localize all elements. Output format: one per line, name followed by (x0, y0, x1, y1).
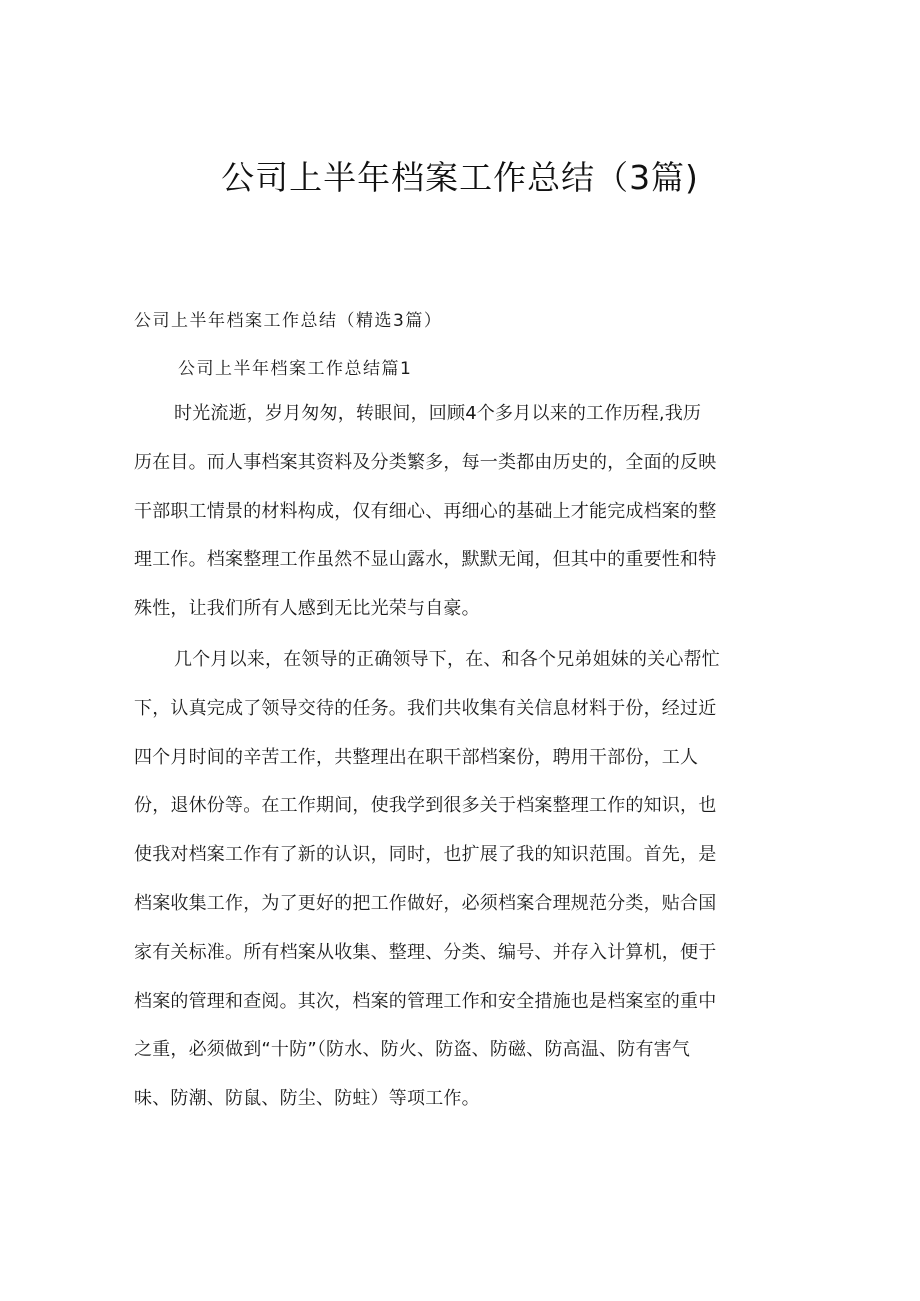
paragraph-2 (134, 636, 794, 1124)
paragraph-line: 理工作。档案整理工作虽然不显山露水，默默无闻，但其中的重要性和特 (134, 549, 717, 571)
paragraph-line: 四个月时间的辛苦工作，共整理出在职干部档案份，聘用干部份，工人 (134, 746, 699, 768)
paragraph-line: 干部职工情景的材料构成，仅有细心、再细心的基础上才能完成档案的整 (134, 500, 717, 522)
paragraph-line: 下，认真完成了领导交待的任务。我们共收集有关信息材料于份，经过近 (134, 697, 717, 719)
document-subtitle: 公司上半年档案工作总结（精选3篇） (134, 311, 443, 331)
paragraph-line: 几个月以来，在领导的正确领导下，在、和各个兄弟姐妹的关心帮忙 (174, 649, 720, 670)
paragraph-1 (134, 390, 794, 634)
paragraph-line: 份，退休份等。在工作期间，使我学到很多关于档案整理工作的知识，也 (134, 795, 717, 817)
paragraph-line: 家有关标准。所有档案从收集、整理、分类、编号、并存入计算机，便于 (134, 941, 717, 963)
section-title: 公司上半年档案工作总结篇1 (178, 359, 413, 379)
paragraph-line: 档案收集工作，为了更好的把工作做好，必须档案合理规范分类，贴合国 (134, 892, 717, 914)
paragraph-line: 之重，必须做到“十防”（防水、防火、防盗、防磁、防高温、防有害气 (134, 1039, 691, 1061)
document-title: 公司上半年档案工作总结（3篇) (221, 158, 699, 197)
paragraph-line: 味、防潮、防鼠、防尘、防蛀）等项工作。 (134, 1088, 480, 1110)
paragraph-line: 使我对档案工作有了新的认识，同时，也扩展了我的知识范围。首先，是 (134, 844, 717, 866)
paragraph-line: 时光流逝，岁月匆匆，转眼间，回顾4个多月以来的工作历程,我历 (174, 403, 702, 424)
paragraph-line: 档案的管理和查阅。其次，档案的管理工作和安全措施也是档案室的重中 (134, 990, 717, 1012)
paragraph-line: 殊性，让我们所有人感到无比光荣与自豪。 (134, 598, 480, 620)
paragraph-line: 历在目。而人事档案其资料及分类繁多，每一类都由历史的，全面的反映 (134, 451, 717, 473)
